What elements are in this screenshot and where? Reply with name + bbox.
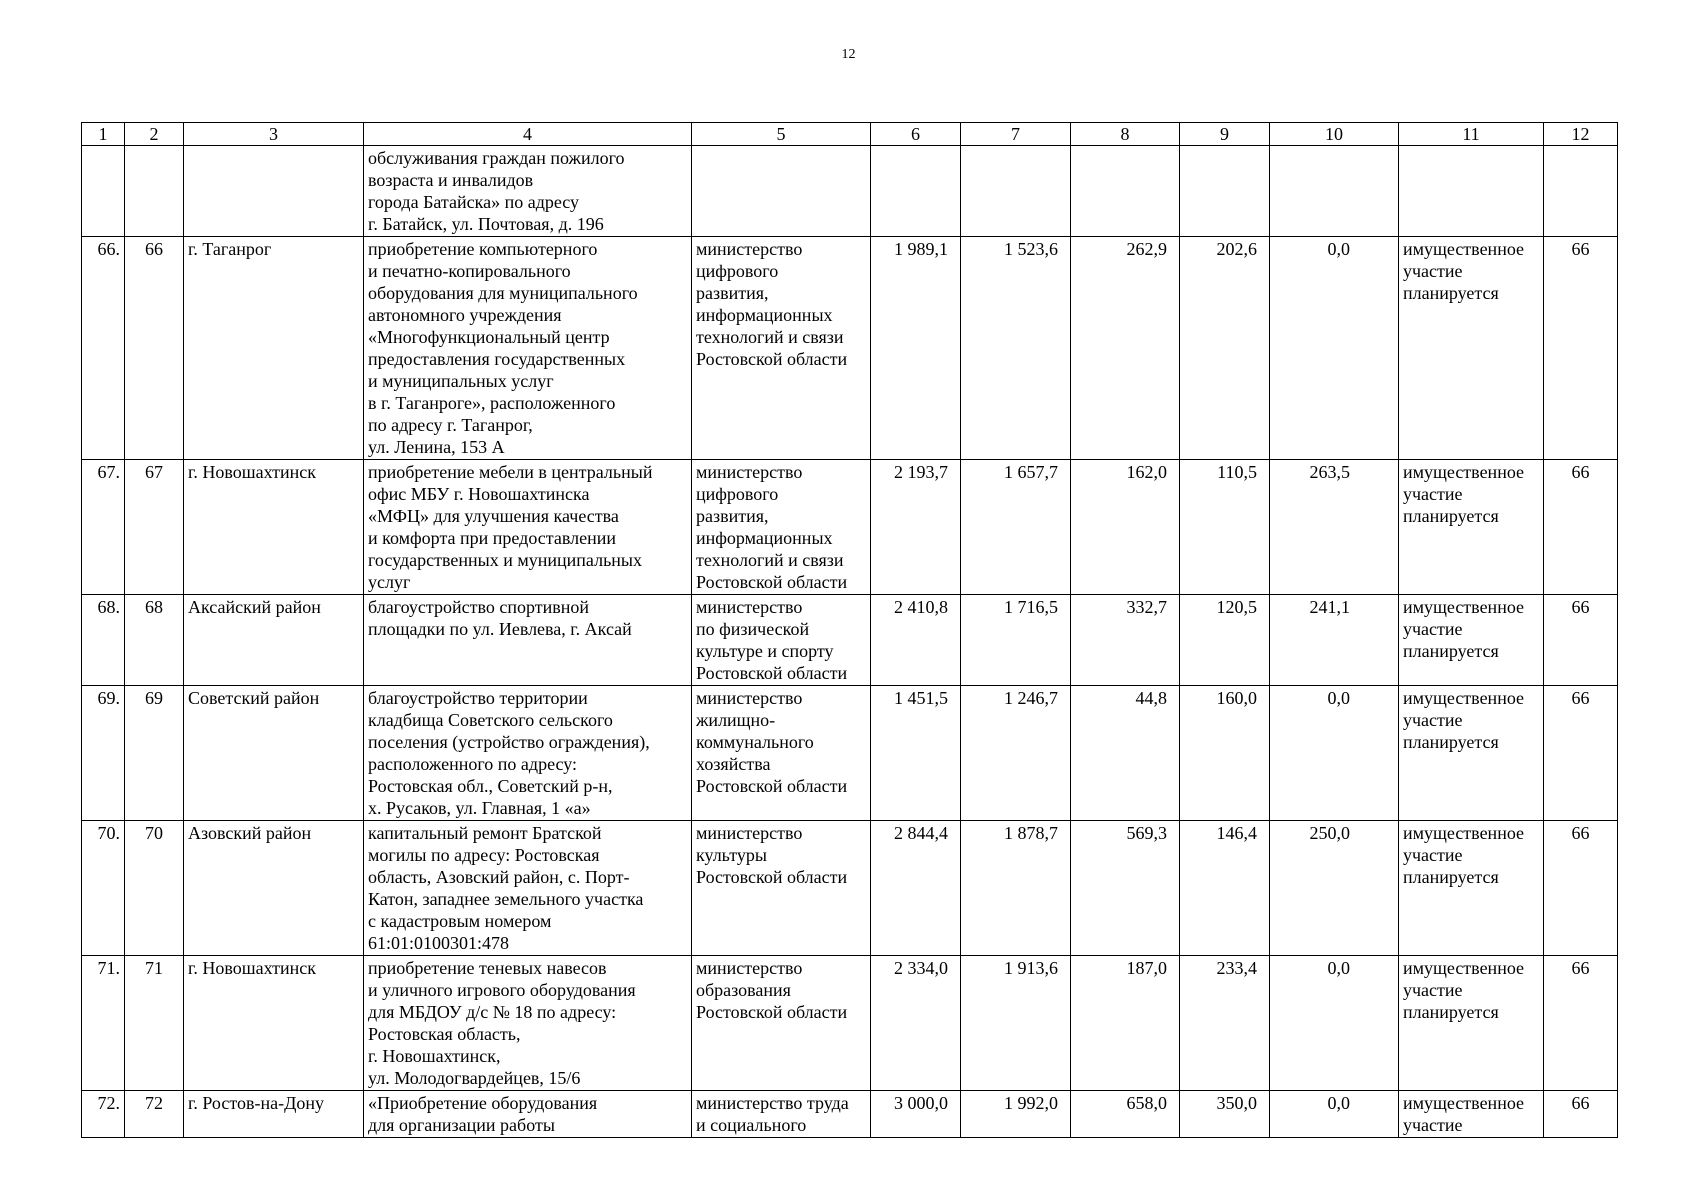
code-cell: 66 xyxy=(1544,686,1618,821)
description-cell: обслуживания граждан пожилого возраста и инвалидов города Батайска» по адресу г. Батайск, ул. Почтовая, д. 196 xyxy=(364,146,692,237)
value-cell: 658,0 xyxy=(1071,1091,1180,1138)
row-index-cell: 67. xyxy=(82,460,125,595)
value-cell: 1 878,7 xyxy=(961,821,1071,956)
table-row xyxy=(82,956,1618,1091)
page-number: 12 xyxy=(841,47,856,62)
municipality-cell: г. Ростов-на-Дону xyxy=(184,1091,364,1138)
total-cell: 1 989,1 xyxy=(871,237,961,460)
number-cell: 70 xyxy=(125,821,184,956)
total-cell: 2 193,7 xyxy=(871,460,961,595)
number-cell: 72 xyxy=(125,1091,184,1138)
ministry-cell: министерство цифрового развития, информационных технологий и связи Ростовской области xyxy=(692,460,871,595)
header-cell: 5 xyxy=(692,123,871,146)
municipality-cell xyxy=(184,146,364,237)
participation-cell: имущественное участие планируется xyxy=(1399,237,1544,460)
municipality-cell: Аксайский район xyxy=(184,595,364,686)
participation-cell: имущественное участие планируется xyxy=(1399,686,1544,821)
value-cell xyxy=(1180,146,1270,237)
code-cell: 66 xyxy=(1544,460,1618,595)
table-row xyxy=(82,460,1618,595)
table-row xyxy=(82,1091,1618,1138)
number-cell: 66 xyxy=(125,237,184,460)
value-cell: 0,0 xyxy=(1270,237,1399,460)
table-row-continuation xyxy=(82,146,1618,237)
row-index-cell xyxy=(82,146,125,237)
participation-cell: имущественное участие планируется xyxy=(1399,956,1544,1091)
value-cell: 350,0 xyxy=(1180,1091,1270,1138)
row-index-cell: 68. xyxy=(82,595,125,686)
municipality-cell: Азовский район xyxy=(184,821,364,956)
value-cell xyxy=(1270,146,1399,237)
value-cell: 263,5 xyxy=(1270,460,1399,595)
ministry-cell xyxy=(692,146,871,237)
ministry-cell: министерство по физической культуре и спорту Ростовской области xyxy=(692,595,871,686)
value-cell: 233,4 xyxy=(1180,956,1270,1091)
number-cell: 68 xyxy=(125,595,184,686)
total-cell: 2 844,4 xyxy=(871,821,961,956)
value-cell: 569,3 xyxy=(1071,821,1180,956)
row-index-cell: 70. xyxy=(82,821,125,956)
value-cell: 110,5 xyxy=(1180,460,1270,595)
row-index-cell: 72. xyxy=(82,1091,125,1138)
value-cell: 0,0 xyxy=(1270,686,1399,821)
code-cell: 66 xyxy=(1544,237,1618,460)
value-cell: 160,0 xyxy=(1180,686,1270,821)
header-row xyxy=(82,123,1618,146)
value-cell: 1 716,5 xyxy=(961,595,1071,686)
table-row xyxy=(82,686,1618,821)
row-index-cell: 71. xyxy=(82,956,125,1091)
value-cell: 120,5 xyxy=(1180,595,1270,686)
participation-cell: имущественное участие xyxy=(1399,1091,1544,1138)
participation-cell xyxy=(1399,146,1544,237)
header-cell: 8 xyxy=(1071,123,1180,146)
header-cell: 12 xyxy=(1544,123,1618,146)
ministry-cell: министерство культуры Ростовской области xyxy=(692,821,871,956)
table-row xyxy=(82,595,1618,686)
ministry-cell: министерство жилищно- коммунального хозяйства Ростовской области xyxy=(692,686,871,821)
code-cell: 66 xyxy=(1544,595,1618,686)
value-cell: 332,7 xyxy=(1071,595,1180,686)
header-cell: 1 xyxy=(82,123,125,146)
description-cell: приобретение мебели в центральный офис МБУ г. Новошахтинска «МФЦ» для улучшения качества и комфорта при предоставлении государственных и муниципальных услуг xyxy=(364,460,692,595)
total-cell: 2 334,0 xyxy=(871,956,961,1091)
total-cell: 2 410,8 xyxy=(871,595,961,686)
value-cell: 250,0 xyxy=(1270,821,1399,956)
description-cell: приобретение компьютерного и печатно-копировального оборудования для муниципального автономного учреждения «Многофункциональный центр предоставления государственных и муниципальных услуг в г. Таганроге», расположенного по адресу г. Таганрог, ул. Ленина, 153 А xyxy=(364,237,692,460)
value-cell: 1 657,7 xyxy=(961,460,1071,595)
ministry-cell: министерство труда и социального xyxy=(692,1091,871,1138)
participation-cell: имущественное участие планируется xyxy=(1399,595,1544,686)
value-cell: 1 523,6 xyxy=(961,237,1071,460)
total-cell: 1 451,5 xyxy=(871,686,961,821)
municipality-cell: г. Новошахтинск xyxy=(184,460,364,595)
total-cell xyxy=(871,146,961,237)
municipality-cell: г. Таганрог xyxy=(184,237,364,460)
description-cell: капитальный ремонт Братской могилы по адресу: Ростовская область, Азовский район, с. Порт- Катон, западнее земельного участка с кадастровым номером 61:01:0100301:478 xyxy=(364,821,692,956)
table-row xyxy=(82,237,1618,460)
description-cell: благоустройство территории кладбища Советского сельского поселения (устройство ограждения), расположенного по адресу: Ростовская обл., Советский р-н, х. Русаков, ул. Главная, 1 «а» xyxy=(364,686,692,821)
participation-cell: имущественное участие планируется xyxy=(1399,460,1544,595)
participation-cell: имущественное участие планируется xyxy=(1399,821,1544,956)
value-cell: 146,4 xyxy=(1180,821,1270,956)
row-index-cell: 66. xyxy=(82,237,125,460)
description-cell: благоустройство спортивной площадки по ул. Иевлева, г. Аксай xyxy=(364,595,692,686)
ministry-cell: министерство образования Ростовской области xyxy=(692,956,871,1091)
number-cell: 71 xyxy=(125,956,184,1091)
code-cell: 66 xyxy=(1544,821,1618,956)
total-cell: 3 000,0 xyxy=(871,1091,961,1138)
value-cell: 202,6 xyxy=(1180,237,1270,460)
description-cell: приобретение теневых навесов и уличного игрового оборудования для МБДОУ д/с № 18 по адресу: Ростовская область, г. Новошахтинск, ул. Молодогвардейцев, 15/6 xyxy=(364,956,692,1091)
number-cell xyxy=(125,146,184,237)
code-cell: 66 xyxy=(1544,956,1618,1091)
value-cell: 44,8 xyxy=(1071,686,1180,821)
value-cell: 241,1 xyxy=(1270,595,1399,686)
description-cell: «Приобретение оборудования для организации работы xyxy=(364,1091,692,1138)
value-cell: 1 992,0 xyxy=(961,1091,1071,1138)
municipality-cell: Советский район xyxy=(184,686,364,821)
value-cell: 0,0 xyxy=(1270,1091,1399,1138)
header-cell: 9 xyxy=(1180,123,1270,146)
header-cell: 2 xyxy=(125,123,184,146)
table-row xyxy=(82,821,1618,956)
number-cell: 67 xyxy=(125,460,184,595)
header-cell: 6 xyxy=(871,123,961,146)
header-cell: 11 xyxy=(1399,123,1544,146)
row-index-cell: 69. xyxy=(82,686,125,821)
value-cell: 1 246,7 xyxy=(961,686,1071,821)
header-cell: 4 xyxy=(364,123,692,146)
ministry-cell: министерство цифрового развития, информационных технологий и связи Ростовской области xyxy=(692,237,871,460)
value-cell: 262,9 xyxy=(1071,237,1180,460)
code-cell: 66 xyxy=(1544,1091,1618,1138)
municipality-cell: г. Новошахтинск xyxy=(184,956,364,1091)
header-cell: 7 xyxy=(961,123,1071,146)
header-cell: 10 xyxy=(1270,123,1399,146)
data-table xyxy=(81,122,1618,1138)
value-cell xyxy=(1071,146,1180,237)
value-cell: 0,0 xyxy=(1270,956,1399,1091)
header-cell: 3 xyxy=(184,123,364,146)
value-cell: 162,0 xyxy=(1071,460,1180,595)
value-cell: 187,0 xyxy=(1071,956,1180,1091)
code-cell xyxy=(1544,146,1618,237)
value-cell xyxy=(961,146,1071,237)
number-cell: 69 xyxy=(125,686,184,821)
value-cell: 1 913,6 xyxy=(961,956,1071,1091)
